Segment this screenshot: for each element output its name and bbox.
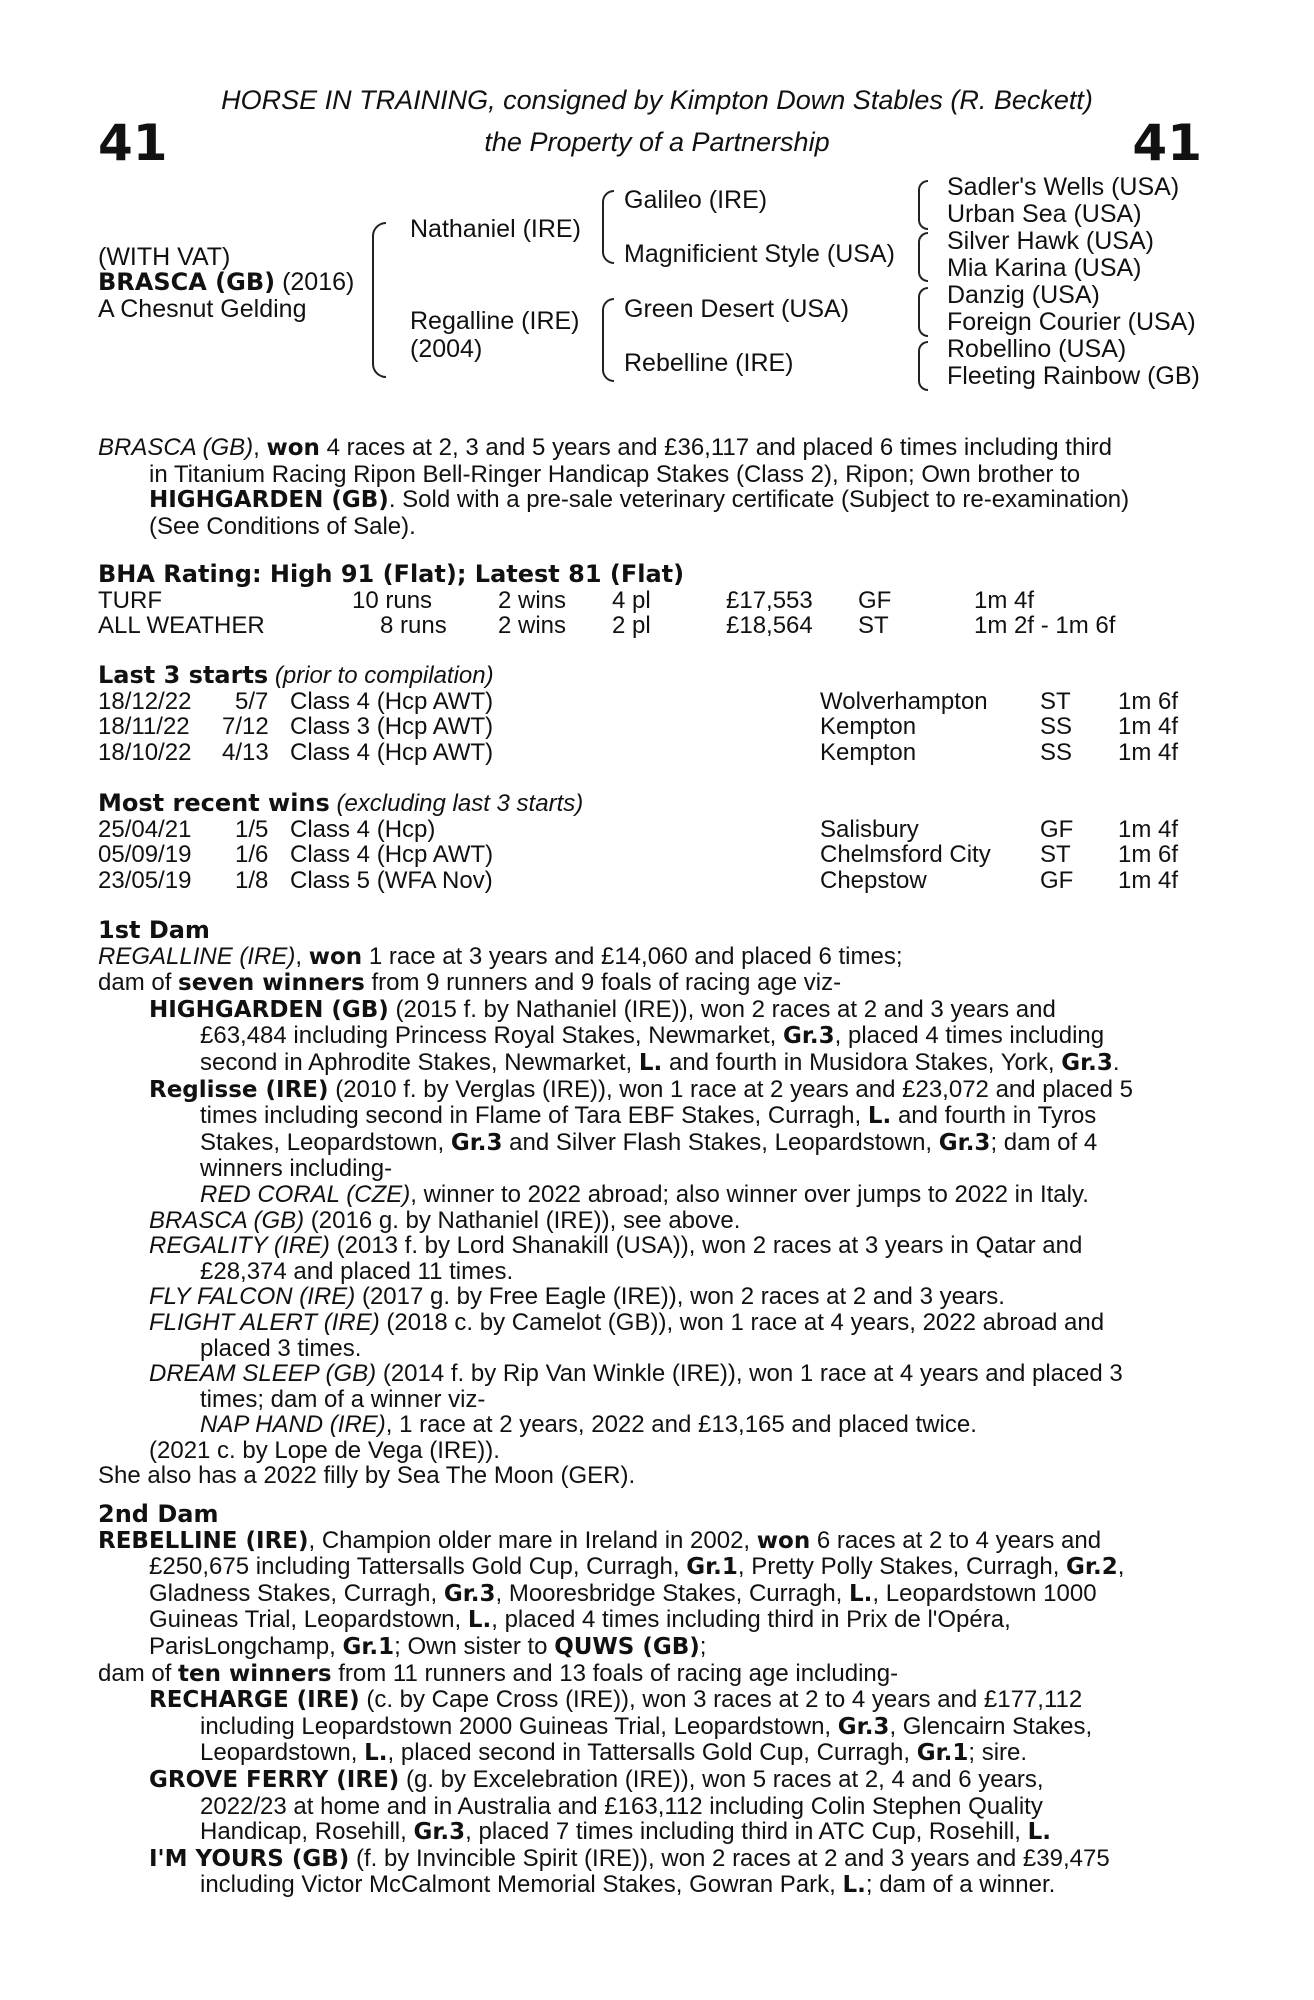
dam2-line: dam of ten winners from 11 runners and 13 foals of racing age including- — [98, 1659, 899, 1687]
pedigree-brace-g78 — [918, 341, 928, 391]
dam1-line: second in Aphrodite Stakes, Newmarket, L. and fourth in Musidora Stakes, York, Gr.3. — [200, 1048, 1120, 1076]
dam1-line: £63,484 including Princess Royal Stakes, Newmarket, Gr.3, placed 4 times including — [200, 1022, 1105, 1050]
dam2-line: Gladness Stakes, Curragh, Gr.3, Mooresbridge Stakes, Curragh, L., Leopardstown 1000 — [149, 1579, 1097, 1607]
dam1-line: HIGHGARDEN (GB) (2015 f. by Nathaniel (IRE)), won 2 races at 2 and 3 years and — [149, 995, 1056, 1023]
pedigree-brace-g56 — [918, 287, 928, 337]
win-row: 23/05/19 1/8 Class 5 (WFA Nov) Chepstow GF 1m 4f — [98, 866, 1179, 894]
pedigree-g6: Foreign Courier (USA) — [947, 308, 1196, 336]
dam2-line: ParisLongchamp, Gr.1; Own sister to QUWS (GB); — [149, 1632, 707, 1660]
dam2-line: Handicap, Rosehill, Gr.3, placed 7 times including third in ATC Cup, Rosehill, L. — [200, 1818, 1052, 1846]
bha-rating — [98, 562, 1218, 639]
dam1-line: FLY FALCON (IRE) (2017 g. by Free Eagle (IRE)), won 2 races at 2 and 3 years. — [149, 1283, 1005, 1311]
pedigree-sire-sire: Galileo (IRE) — [624, 186, 768, 214]
horse-description: A Chesnut Gelding — [98, 295, 307, 323]
pedigree-g3: Silver Hawk (USA) — [947, 227, 1154, 255]
win-row: 05/09/19 1/6 Class 4 (Hcp AWT) Chelmsford City ST 1m 6f — [98, 841, 1179, 869]
lot-number-right: 41 — [1132, 114, 1202, 172]
pedigree-sire-dam: Magnificient Style (USA) — [624, 240, 895, 268]
win-row: 25/04/21 1/5 Class 4 (Hcp) Salisbury GF 1m 4f — [98, 815, 1179, 843]
vat-label: (WITH VAT) — [98, 243, 231, 271]
pedigree-brace-g34 — [918, 232, 928, 282]
dam2-line: GROVE FERRY (IRE) (g. by Excelebration (IRE)), won 5 races at 2, 4 and 6 years, — [149, 1765, 1044, 1793]
dam1-line: BRASCA (GB) (2016 g. by Nathaniel (IRE)), see above. — [149, 1206, 741, 1234]
pedigree-g4: Mia Karina (USA) — [947, 254, 1142, 282]
first-dam — [98, 918, 1133, 1489]
dam1-line: £28,374 and placed 11 times. — [200, 1257, 514, 1285]
dam1-line: times; dam of a winner viz- — [200, 1385, 486, 1413]
header-property: the Property of a Partnership — [484, 127, 830, 157]
dam1-line: DREAM SLEEP (GB) (2014 f. by Rip Van Winkle (IRE)), won 1 race at 4 years and placed 3 — [149, 1360, 1123, 1388]
pedigree-dam-dam: Rebelline (IRE) — [624, 349, 794, 377]
summary-line-2: in Titanium Racing Ripon Bell-Ringer Handicap Stakes (Class 2), Ripon; Own brother to — [149, 460, 1081, 488]
first-dam-title: 1st Dam — [98, 916, 210, 944]
most-recent-wins — [98, 791, 1218, 893]
summary-line-4: (See Conditions of Sale). — [149, 512, 416, 540]
pedigree-g1: Sadler's Wells (USA) — [947, 173, 1180, 201]
header-consignor: HORSE IN TRAINING, consigned by Kimpton Down Stables (R. Beckett) — [221, 85, 1093, 115]
dam1-line: dam of seven winners from 9 runners and 9 foals of racing age viz- — [98, 969, 842, 997]
dam1-line: placed 3 times. — [200, 1334, 362, 1362]
pedigree-brace-dam — [602, 298, 614, 382]
dam1-line: times including second in Flame of Tara EBF Stakes, Curragh, L. and fourth in Tyros — [200, 1102, 1097, 1130]
pedigree-g8: Fleeting Rainbow (GB) — [947, 362, 1200, 390]
dam1-line: RED CORAL (CZE), winner to 2022 abroad; also winner over jumps to 2022 in Italy. — [200, 1180, 1089, 1208]
pedigree-g2: Urban Sea (USA) — [947, 200, 1142, 228]
pedigree-dam-year: (2004) — [410, 335, 483, 363]
second-dam-title: 2nd Dam — [98, 1500, 219, 1528]
dam2-line: including Victor McCalmont Memorial Stakes, Gowran Park, L.; dam of a winner. — [200, 1871, 1056, 1899]
most-recent-wins-title: Most recent wins (excluding last 3 starts) — [98, 789, 584, 817]
dam1-line: FLIGHT ALERT (IRE) (2018 c. by Camelot (GB)), won 1 race at 4 years, 2022 abroad and — [149, 1308, 1105, 1336]
bha-rating-title: BHA Rating: High 91 (Flat); Latest 81 (Flat) — [98, 560, 685, 588]
pedigree-brace-main — [372, 222, 386, 378]
dam1-line: winners including- — [200, 1155, 393, 1183]
rating-row: TURF 10 runs 2 wins 4 pl £17,553 GF 1m 4f — [98, 586, 1035, 614]
dam1-line: REGALITY (IRE) (2013 f. by Lord Shanakill (USA)), won 2 races at 3 years in Qatar and — [149, 1232, 1083, 1260]
lot-number-left: 41 — [98, 114, 168, 172]
pedigree-dam-sire: Green Desert (USA) — [624, 295, 850, 323]
dam1-line: Stakes, Leopardstown, Gr.3 and Silver Flash Stakes, Leopardstown, Gr.3; dam of 4 — [200, 1128, 1098, 1156]
dam1-line: NAP HAND (IRE), 1 race at 2 years, 2022 and £13,165 and placed twice. — [200, 1411, 977, 1439]
dam2-line: RECHARGE (IRE) (c. by Cape Cross (IRE)), won 3 races at 2 to 4 years and £177,112 — [149, 1686, 1083, 1714]
pedigree-g7: Robellino (USA) — [947, 335, 1127, 363]
pedigree-brace-g12 — [918, 180, 928, 230]
dam2-line: including Leopardstown 2000 Guineas Trial, Leopardstown, Gr.3, Glencairn Stakes, — [200, 1712, 1093, 1740]
pedigree-sire: Nathaniel (IRE) — [410, 215, 581, 243]
dam2-line: £250,675 including Tattersalls Gold Cup, Curragh, Gr.1, Pretty Polly Stakes, Curragh, Gr.2, — [149, 1553, 1125, 1581]
dam1-line: REGALLINE (IRE), won 1 race at 3 years and £14,060 and placed 6 times; — [98, 942, 903, 970]
dam1-line: (2021 c. by Lope de Vega (IRE)). — [149, 1436, 500, 1464]
start-row: 18/12/22 5/7 Class 4 (Hcp AWT) Wolverhampton ST 1m 6f — [98, 687, 1179, 715]
horse-year: (2016) — [282, 268, 355, 296]
last-3-starts-title: Last 3 starts (prior to compilation) — [98, 661, 494, 689]
dam2-line: Leopardstown, L., placed second in Tattersalls Gold Cup, Curragh, Gr.1; sire. — [200, 1739, 1028, 1767]
pedigree-brace-sire — [602, 190, 614, 264]
pedigree-dam: Regalline (IRE) — [410, 307, 580, 335]
dam1-line: She also has a 2022 filly by Sea The Moon (GER). — [98, 1462, 636, 1490]
dam2-line: Guineas Trial, Leopardstown, L., placed 4 times including third in Prix de l'Opéra, — [149, 1606, 1011, 1634]
horse-name: BRASCA (GB) — [98, 268, 276, 296]
start-row: 18/11/22 7/12 Class 3 (Hcp AWT) Kempton SS 1m 4f — [98, 713, 1179, 741]
rating-row: ALL WEATHER 8 runs 2 wins 2 pl £18,564 ST 1m 2f - 1m 6f — [98, 612, 1116, 640]
summary-line-3: HIGHGARDEN (GB). Sold with a pre-sale veterinary certificate (Subject to re-examination) — [149, 486, 1130, 514]
dam2-line: 2022/23 at home and in Australia and £163,112 including Colin Stephen Quality — [200, 1792, 1043, 1820]
dam2-line: REBELLINE (IRE), Champion older mare in Ireland in 2002, won 6 races at 2 to 4 years and — [98, 1526, 1102, 1554]
summary — [98, 435, 1129, 539]
horse-title — [98, 268, 354, 297]
last-3-starts — [98, 663, 1218, 765]
dam2-line: I'M YOURS (GB) (f. by Invincible Spirit (IRE)), won 2 races at 2 and 3 years and £39,475 — [149, 1844, 1110, 1872]
second-dam — [98, 1502, 1124, 1899]
summary-line-1: BRASCA (GB), won 4 races at 2, 3 and 5 years and £36,117 and placed 6 times including third — [98, 434, 1112, 461]
dam1-line: Reglisse (IRE) (2010 f. by Verglas (IRE)), won 1 race at 2 years and £23,072 and placed 5 — [149, 1075, 1134, 1103]
start-row: 18/10/22 4/13 Class 4 (Hcp AWT) Kempton SS 1m 4f — [98, 738, 1179, 766]
pedigree-g5: Danzig (USA) — [947, 281, 1100, 309]
